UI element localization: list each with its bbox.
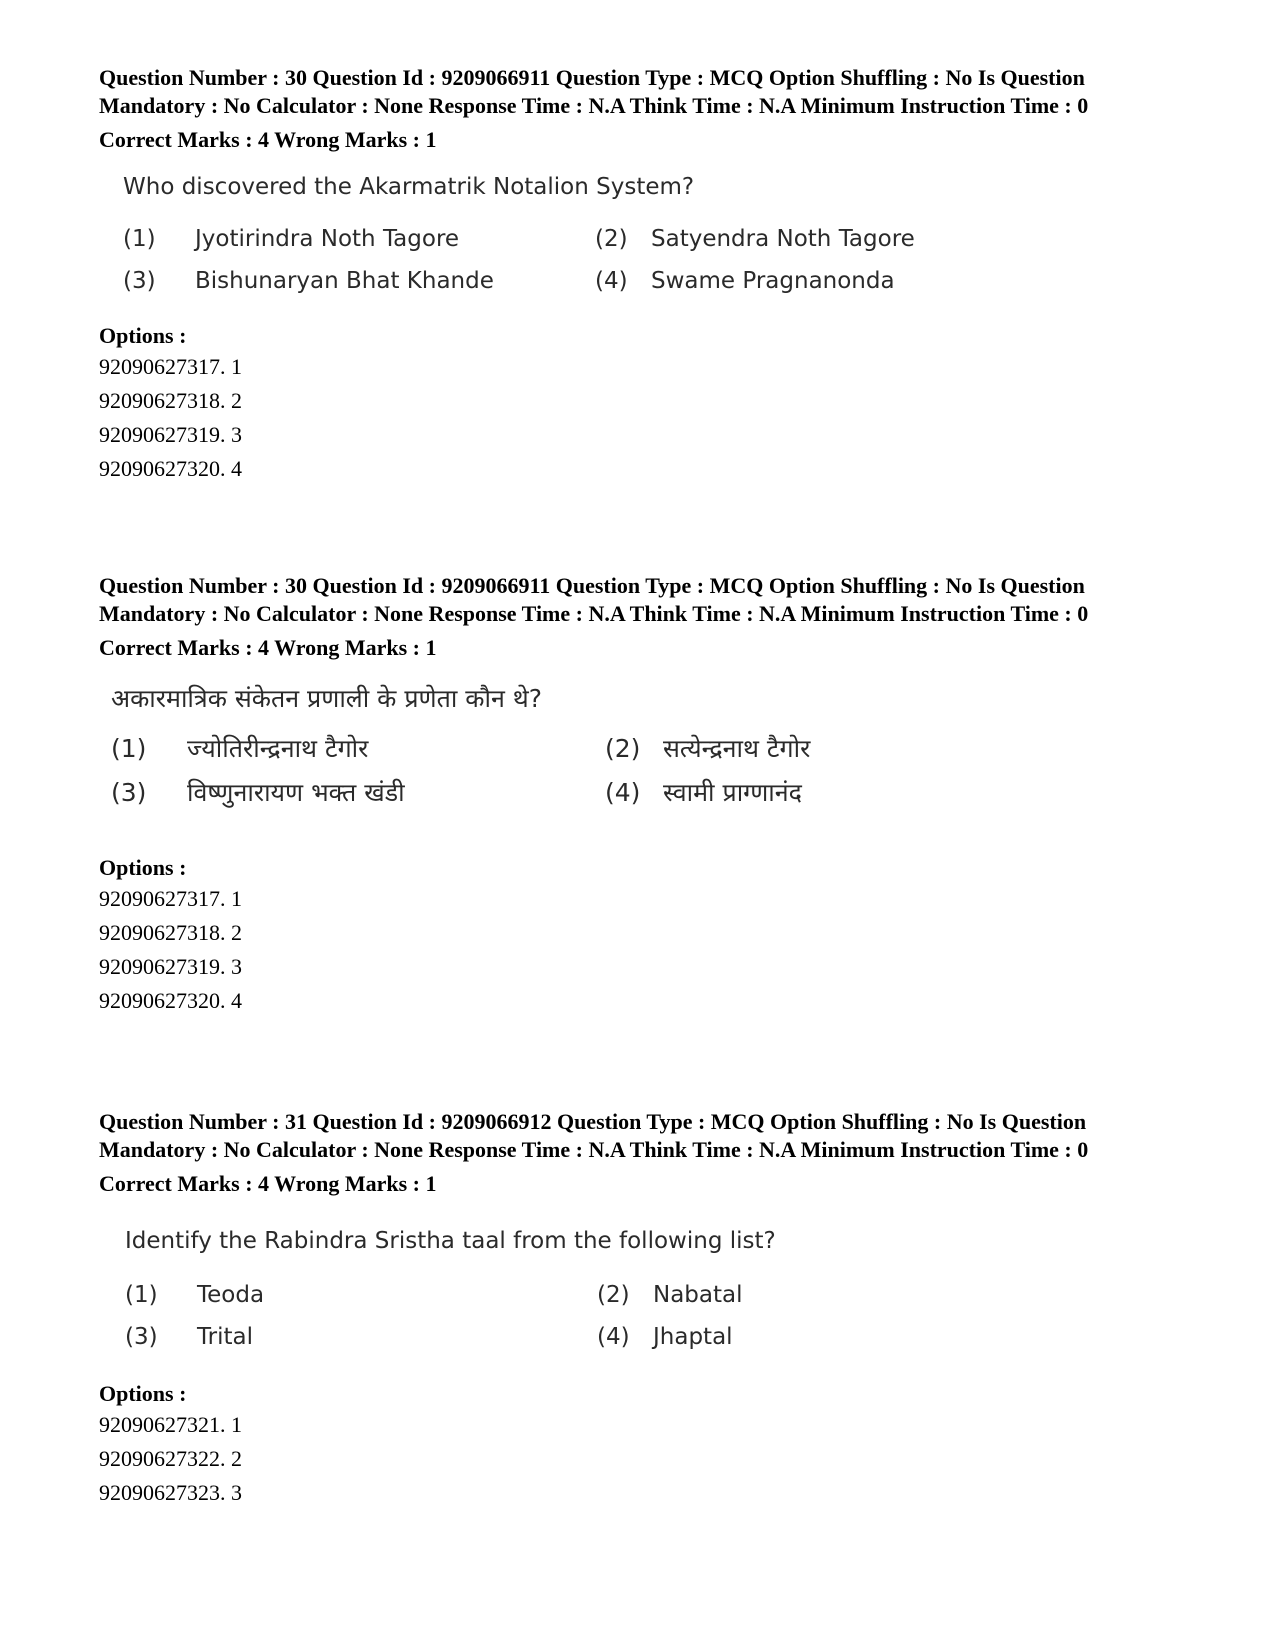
question-image (111, 684, 1179, 808)
choice-number: (3) (123, 268, 156, 294)
option-line: 92090627322. 2 (99, 1446, 242, 1471)
option-line: 92090627321. 1 (99, 1412, 242, 1437)
question-image (125, 1226, 1179, 1352)
question-image (123, 172, 1179, 296)
option-line: 92090627320. 4 (99, 988, 242, 1013)
choice-text: Teoda (197, 1282, 265, 1308)
option-line: 92090627319. 3 (99, 422, 242, 447)
question-text: अकारमात्रिक संकेतन प्रणाली के प्रणेता कौन थे? (111, 684, 543, 713)
option-line: 92090627317. 1 (99, 886, 242, 911)
question-marks: Correct Marks : 4 Wrong Marks : 1 (99, 127, 437, 152)
choice-text: Bishunaryan Bhat Khande (195, 268, 494, 294)
choice-text: Nabatal (653, 1282, 743, 1308)
choice-text: विष्णुनारायण भक्त खंडी (187, 778, 405, 807)
choice-text: Trital (197, 1324, 254, 1350)
choice-grid (125, 1280, 1179, 1352)
choice-number: (4) (605, 778, 641, 807)
option-line: 92090627317. 1 (99, 354, 242, 379)
options-list (99, 1380, 1179, 1510)
choice-number: (1) (125, 1282, 158, 1308)
choice-number: (1) (111, 734, 147, 763)
options-list (99, 322, 1179, 486)
question-block (99, 64, 1179, 486)
options-heading: Options : (99, 1381, 187, 1406)
choice-text: Swame Pragnanonda (651, 268, 895, 294)
option-line: 92090627318. 2 (99, 920, 242, 945)
choice-number: (4) (595, 268, 628, 294)
question-text: Identify the Rabindra Sristha taal from the following list? (125, 1228, 776, 1254)
choice-grid (123, 224, 1179, 296)
choice-text: ज्योतिरीन्द्रनाथ टैगोर (187, 734, 369, 763)
choice-text: सत्येन्द्रनाथ टैगोर (663, 734, 811, 763)
options-heading: Options : (99, 323, 187, 348)
question-text: Who discovered the Akarmatrik Notalion System? (123, 174, 695, 200)
choice-number: (3) (125, 1324, 158, 1350)
option-line: 92090627320. 4 (99, 456, 242, 481)
option-line: 92090627318. 2 (99, 388, 242, 413)
choice-number: (4) (597, 1324, 630, 1350)
question-marks: Correct Marks : 4 Wrong Marks : 1 (99, 1171, 437, 1196)
question-marks: Correct Marks : 4 Wrong Marks : 1 (99, 635, 437, 660)
options-list (99, 854, 1179, 1018)
question-meta: Question Number : 30 Question Id : 9209066911 Question Type : MCQ Option Shuffling : No Is Question Mandatory : No Calculator : None Response Time : N.A Think Time : N.A Minimum Instruction Time : 0 (99, 65, 1089, 118)
choice-number: (2) (605, 734, 641, 763)
choice-text: Satyendra Noth Tagore (651, 226, 915, 252)
options-heading: Options : (99, 855, 187, 880)
question-meta: Question Number : 31 Question Id : 9209066912 Question Type : MCQ Option Shuffling : No Is Question Mandatory : No Calculator : None Response Time : N.A Think Time : N.A Minimum Instruction Time : 0 (99, 1109, 1089, 1162)
option-line: 92090627323. 3 (99, 1480, 242, 1505)
choice-number: (1) (123, 226, 156, 252)
choice-text: Jyotirindra Noth Tagore (195, 226, 460, 252)
option-line: 92090627319. 3 (99, 954, 242, 979)
choice-number: (2) (595, 226, 628, 252)
question-meta: Question Number : 30 Question Id : 9209066911 Question Type : MCQ Option Shuffling : No Is Question Mandatory : No Calculator : None Response Time : N.A Think Time : N.A Minimum Instruction Time : 0 (99, 573, 1089, 626)
choice-number: (2) (597, 1282, 630, 1308)
choice-number: (3) (111, 778, 147, 807)
choice-grid (111, 734, 1179, 808)
question-block (99, 572, 1179, 1018)
choice-text: Jhaptal (653, 1324, 733, 1350)
choice-text: स्वामी प्राग्णानंद (663, 778, 802, 807)
question-block (99, 1108, 1179, 1510)
